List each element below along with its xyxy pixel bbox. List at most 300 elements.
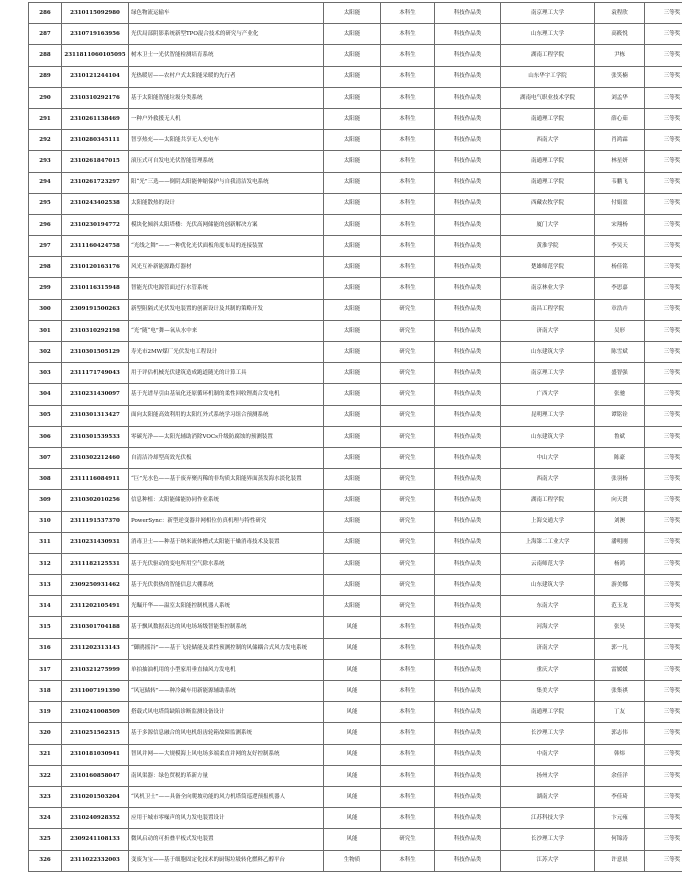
project-id-cell: 2311171749043	[62, 363, 129, 384]
row-number-cell: 305	[29, 405, 62, 426]
student-level-cell: 本科生	[381, 3, 435, 24]
awards-table-body	[29, 3, 682, 872]
energy-field-cell: 太阳能	[324, 299, 381, 320]
project-title-cell: 一种户外救援无人机	[129, 108, 324, 129]
energy-field-cell: 太阳能	[324, 87, 381, 108]
work-category-cell: 科技作品类	[435, 723, 501, 744]
row-number-cell: 300	[29, 299, 62, 320]
school-name-cell: 山东建筑大学	[501, 575, 595, 596]
row-number-cell: 296	[29, 214, 62, 235]
energy-field-cell: 太阳能	[324, 363, 381, 384]
award-level-cell: 三等奖	[645, 447, 682, 468]
energy-field-cell: 风能	[324, 638, 381, 659]
project-title-cell: 寿光市2MW煤厂光伏发电工程设计	[129, 342, 324, 363]
student-level-cell: 本科生	[381, 786, 435, 807]
school-name-cell: 南通理工学院	[501, 151, 595, 172]
energy-field-cell: 太阳能	[324, 342, 381, 363]
award-level-cell: 三等奖	[645, 45, 682, 66]
leader-name-cell: 潘明刚	[595, 532, 645, 553]
project-id-cell: 2310261723297	[62, 172, 129, 193]
school-name-cell: 西南大学	[501, 130, 595, 151]
project-title-cell: 零碳光净——太阳光辅助消除VOCs升级防腐蚀的预测装置	[129, 426, 324, 447]
energy-field-cell: 太阳能	[324, 553, 381, 574]
school-name-cell: 上海第二工业大学	[501, 532, 595, 553]
energy-field-cell: 太阳能	[324, 45, 381, 66]
energy-field-cell: 太阳能	[324, 532, 381, 553]
student-level-cell: 研究生	[381, 596, 435, 617]
award-level-cell: 三等奖	[645, 596, 682, 617]
table-row	[29, 236, 682, 257]
award-level-cell: 三等奖	[645, 151, 682, 172]
project-id-cell: 2310301505129	[62, 342, 129, 363]
row-number-cell: 314	[29, 596, 62, 617]
energy-field-cell: 生物质	[324, 850, 381, 871]
award-level-cell: 三等奖	[645, 786, 682, 807]
leader-name-cell: 雷媛媛	[595, 659, 645, 680]
table-row	[29, 744, 682, 765]
table-row	[29, 511, 682, 532]
project-id-cell: 2310120163176	[62, 257, 129, 278]
leader-name-cell: 余佳洋	[595, 765, 645, 786]
leader-name-cell: 许意晨	[595, 850, 645, 871]
award-level-cell: 三等奖	[645, 638, 682, 659]
school-name-cell: 湖南工程学院	[501, 45, 595, 66]
work-category-cell: 科技作品类	[435, 130, 501, 151]
school-name-cell: 山东建筑大学	[501, 342, 595, 363]
leader-name-cell: 吴形	[595, 320, 645, 341]
energy-field-cell: 太阳能	[324, 405, 381, 426]
table-row	[29, 342, 682, 363]
row-number-cell: 298	[29, 257, 62, 278]
leader-name-cell: 郭志伟	[595, 723, 645, 744]
award-level-cell: 三等奖	[645, 426, 682, 447]
student-level-cell: 本科生	[381, 617, 435, 638]
award-level-cell: 三等奖	[645, 681, 682, 702]
table-row	[29, 151, 682, 172]
work-category-cell: 科技作品类	[435, 490, 501, 511]
work-category-cell: 科技作品类	[435, 3, 501, 24]
row-number-cell: 316	[29, 638, 62, 659]
project-title-cell: 光伏局部阴影系统新型TPO混合技术的研究与产业化	[129, 24, 324, 45]
work-category-cell: 科技作品类	[435, 553, 501, 574]
table-row	[29, 172, 682, 193]
school-name-cell: 西藏农牧学院	[501, 193, 595, 214]
project-title-cell: 树木卫士一光伏智能检测培育系统	[129, 45, 324, 66]
student-level-cell: 本科生	[381, 214, 435, 235]
work-category-cell: 科技作品类	[435, 108, 501, 129]
work-category-cell: 科技作品类	[435, 808, 501, 829]
school-name-cell: 山东理工大学	[501, 24, 595, 45]
school-name-cell: 中南大学	[501, 744, 595, 765]
table-row	[29, 45, 682, 66]
school-name-cell: 南通理工学院	[501, 108, 595, 129]
leader-name-cell: 付娟盈	[595, 193, 645, 214]
leader-name-cell: 薛心茹	[595, 108, 645, 129]
award-level-cell: 三等奖	[645, 553, 682, 574]
energy-field-cell: 风能	[324, 808, 381, 829]
table-row	[29, 108, 682, 129]
award-level-cell: 三等奖	[645, 108, 682, 129]
project-title-cell: 变废为宝——基于细胞固定化技术的厨锡垃圾转化燃料乙醇平台	[129, 850, 324, 871]
project-title-cell: 基于光伏驱动的变电所用空气除水系统	[129, 553, 324, 574]
energy-field-cell: 太阳能	[324, 24, 381, 45]
row-number-cell: 286	[29, 3, 62, 24]
project-id-cell: 2310261138469	[62, 108, 129, 129]
work-category-cell: 科技作品类	[435, 681, 501, 702]
row-number-cell: 306	[29, 426, 62, 447]
work-category-cell: 科技作品类	[435, 172, 501, 193]
energy-field-cell: 太阳能	[324, 469, 381, 490]
row-number-cell: 308	[29, 469, 62, 490]
row-number-cell: 293	[29, 151, 62, 172]
work-category-cell: 科技作品类	[435, 363, 501, 384]
school-name-cell: 湖南电气职业技术学院	[501, 87, 595, 108]
leader-name-cell: 陈雪斌	[595, 342, 645, 363]
work-category-cell: 科技作品类	[435, 342, 501, 363]
student-level-cell: 本科生	[381, 108, 435, 129]
project-title-cell: 基于光谱导引由基氧化还原循环机制的柔性回收锂离合发电机	[129, 384, 324, 405]
leader-name-cell: 肖鸿霖	[595, 130, 645, 151]
table-row	[29, 24, 682, 45]
student-level-cell: 研究生	[381, 363, 435, 384]
award-level-cell: 三等奖	[645, 3, 682, 24]
student-level-cell: 本科生	[381, 744, 435, 765]
project-title-cell: 基于飘风数据表达的风电场场级智能集控制系统	[129, 617, 324, 638]
energy-field-cell: 太阳能	[324, 447, 381, 468]
work-category-cell: 科技作品类	[435, 638, 501, 659]
school-name-cell: 长沙理工大学	[501, 723, 595, 744]
student-level-cell: 研究生	[381, 490, 435, 511]
row-number-cell: 295	[29, 193, 62, 214]
row-number-cell: 320	[29, 723, 62, 744]
table-row	[29, 490, 682, 511]
project-id-cell: 2310230194772	[62, 214, 129, 235]
student-level-cell: 本科生	[381, 723, 435, 744]
school-name-cell: 西南大学	[501, 469, 595, 490]
school-name-cell: 湖南大学	[501, 786, 595, 807]
project-id-cell: 2310302212460	[62, 447, 129, 468]
table-row	[29, 596, 682, 617]
table-row	[29, 320, 682, 341]
project-id-cell: 2311202105491	[62, 596, 129, 617]
row-number-cell: 323	[29, 786, 62, 807]
project-id-cell: 2310181030941	[62, 744, 129, 765]
row-number-cell: 288	[29, 45, 62, 66]
row-number-cell: 301	[29, 320, 62, 341]
energy-field-cell: 太阳能	[324, 3, 381, 24]
student-level-cell: 研究生	[381, 469, 435, 490]
work-category-cell: 科技作品类	[435, 66, 501, 87]
leader-name-cell: 尹栋	[595, 45, 645, 66]
table-row	[29, 447, 682, 468]
work-category-cell: 科技作品类	[435, 829, 501, 850]
award-level-cell: 三等奖	[645, 278, 682, 299]
leader-name-cell: 林星妍	[595, 151, 645, 172]
table-row	[29, 257, 682, 278]
student-level-cell: 研究生	[381, 426, 435, 447]
table-row	[29, 214, 682, 235]
award-level-cell: 三等奖	[645, 829, 682, 850]
project-id-cell: 2309191500263	[62, 299, 129, 320]
student-level-cell: 研究生	[381, 320, 435, 341]
project-title-cell: “风机卫士”——具备全向爬坡功能的风力机塔筒巡逻预报机器人	[129, 786, 324, 807]
school-name-cell: 南京林业大学	[501, 278, 595, 299]
energy-field-cell: 太阳能	[324, 151, 381, 172]
work-category-cell: 科技作品类	[435, 469, 501, 490]
energy-field-cell: 太阳能	[324, 511, 381, 532]
energy-field-cell: 太阳能	[324, 108, 381, 129]
project-title-cell: “风冠储转”——种冷藏车用新能源辅助系统	[129, 681, 324, 702]
leader-name-cell: 袁程欣	[595, 3, 645, 24]
project-title-cell: “巨”光水色——基于废弃聚丙稀的非均质太阳能界面蒸发海水淡化装置	[129, 469, 324, 490]
project-title-cell: 智能光伏电源管面过行水管系统	[129, 278, 324, 299]
award-level-cell: 三等奖	[645, 342, 682, 363]
row-number-cell: 289	[29, 66, 62, 87]
energy-field-cell: 太阳能	[324, 320, 381, 341]
leader-name-cell: 向天贤	[595, 490, 645, 511]
leader-name-cell: 李吴天	[595, 236, 645, 257]
work-category-cell: 科技作品类	[435, 24, 501, 45]
work-category-cell: 科技作品类	[435, 87, 501, 108]
award-level-cell: 三等奖	[645, 765, 682, 786]
school-name-cell: 东南大学	[501, 596, 595, 617]
project-id-cell: 2310301313427	[62, 405, 129, 426]
leader-name-cell: 张笑楠	[595, 66, 645, 87]
award-level-cell: 三等奖	[645, 236, 682, 257]
project-id-cell: 2310310292176	[62, 87, 129, 108]
school-name-cell: 山东华宇工学院	[501, 66, 595, 87]
row-number-cell: 318	[29, 681, 62, 702]
energy-field-cell: 太阳能	[324, 66, 381, 87]
school-name-cell: 集美大学	[501, 681, 595, 702]
table-row	[29, 638, 682, 659]
school-name-cell: 山东建筑大学	[501, 426, 595, 447]
project-id-cell: 2310121244104	[62, 66, 129, 87]
leader-name-cell: 谭铭铨	[595, 405, 645, 426]
leader-name-cell: 刘澳	[595, 511, 645, 532]
project-title-cell: 太阳能散热的设计	[129, 193, 324, 214]
row-number-cell: 317	[29, 659, 62, 680]
student-level-cell: 本科生	[381, 236, 435, 257]
work-category-cell: 科技作品类	[435, 236, 501, 257]
student-level-cell: 本科生	[381, 87, 435, 108]
project-id-cell: 2310241008509	[62, 702, 129, 723]
award-level-cell: 三等奖	[645, 384, 682, 405]
student-level-cell: 本科生	[381, 193, 435, 214]
table-row	[29, 426, 682, 447]
leader-name-cell: 陈豪	[595, 447, 645, 468]
school-name-cell: 济南大学	[501, 320, 595, 341]
work-category-cell: 科技作品类	[435, 765, 501, 786]
leader-name-cell: 宋翔杨	[595, 214, 645, 235]
leader-name-cell: 章浩卉	[595, 299, 645, 320]
table-row	[29, 765, 682, 786]
row-number-cell: 325	[29, 829, 62, 850]
project-title-cell: 应用于城市零噪声的风力发电装置设计	[129, 808, 324, 829]
award-level-cell: 三等奖	[645, 490, 682, 511]
row-number-cell: 311	[29, 532, 62, 553]
leader-name-cell: 鲁斌	[595, 426, 645, 447]
work-category-cell: 科技作品类	[435, 151, 501, 172]
award-level-cell: 三等奖	[645, 405, 682, 426]
row-number-cell: 313	[29, 575, 62, 596]
project-title-cell: 新型阻隔式光伏发电装置的创新设计及其制的策略开发	[129, 299, 324, 320]
project-title-cell: 基于光伏供热的智能信息大棚系统	[129, 575, 324, 596]
energy-field-cell: 太阳能	[324, 490, 381, 511]
student-level-cell: 研究生	[381, 342, 435, 363]
project-title-cell: 面向太阳能高效利用的太阳红外式系统学习组合预测系统	[129, 405, 324, 426]
project-id-cell: 2310280345111	[62, 130, 129, 151]
row-number-cell: 299	[29, 278, 62, 299]
table-row	[29, 384, 682, 405]
work-category-cell: 科技作品类	[435, 532, 501, 553]
school-name-cell: 江苏大学	[501, 850, 595, 871]
school-name-cell: 昆明理工大学	[501, 405, 595, 426]
table-row	[29, 130, 682, 151]
row-number-cell: 287	[29, 24, 62, 45]
project-title-cell: 基于太阳能智能垃圾分类系统	[129, 87, 324, 108]
project-id-cell: 2309241108133	[62, 829, 129, 850]
row-number-cell: 312	[29, 553, 62, 574]
project-title-cell: 用于评估机械光伏建筑造成跑道随光的计算工具	[129, 363, 324, 384]
table-row	[29, 193, 682, 214]
work-category-cell: 科技作品类	[435, 702, 501, 723]
row-number-cell: 304	[29, 384, 62, 405]
row-number-cell: 294	[29, 172, 62, 193]
table-row	[29, 702, 682, 723]
project-id-cell: 2311191537370	[62, 511, 129, 532]
leader-name-cell: 李思嘉	[595, 278, 645, 299]
project-id-cell: 2310310292198	[62, 320, 129, 341]
student-level-cell: 研究生	[381, 532, 435, 553]
award-level-cell: 三等奖	[645, 575, 682, 596]
student-level-cell: 本科生	[381, 45, 435, 66]
project-id-cell: 2310301539533	[62, 426, 129, 447]
school-name-cell: 云南师范大学	[501, 553, 595, 574]
student-level-cell: 本科生	[381, 702, 435, 723]
table-row	[29, 469, 682, 490]
award-level-cell: 三等奖	[645, 808, 682, 829]
work-category-cell: 科技作品类	[435, 447, 501, 468]
student-level-cell: 研究生	[381, 299, 435, 320]
award-level-cell: 三等奖	[645, 702, 682, 723]
leader-name-cell: 张驰	[595, 384, 645, 405]
energy-field-cell: 风能	[324, 723, 381, 744]
energy-field-cell: 风能	[324, 786, 381, 807]
student-level-cell: 本科生	[381, 808, 435, 829]
energy-field-cell: 太阳能	[324, 575, 381, 596]
project-id-cell: 2311007191390	[62, 681, 129, 702]
student-level-cell: 本科生	[381, 172, 435, 193]
energy-field-cell: 太阳能	[324, 278, 381, 299]
project-id-cell: 2310116315948	[62, 278, 129, 299]
work-category-cell: 科技作品类	[435, 384, 501, 405]
row-number-cell: 324	[29, 808, 62, 829]
leader-name-cell: 杨鸿	[595, 553, 645, 574]
work-category-cell: 科技作品类	[435, 617, 501, 638]
row-number-cell: 302	[29, 342, 62, 363]
work-category-cell: 科技作品类	[435, 659, 501, 680]
project-title-cell: 阳“光”三选——倒阴太阳能伸缩保护与自我清洁发电系统	[129, 172, 324, 193]
award-level-cell: 三等奖	[645, 363, 682, 384]
project-id-cell: 2310240928352	[62, 808, 129, 829]
school-name-cell: 重庆大学	[501, 659, 595, 680]
school-name-cell: 南京理工大学	[501, 363, 595, 384]
energy-field-cell: 风能	[324, 659, 381, 680]
student-level-cell: 本科生	[381, 130, 435, 151]
table-row	[29, 66, 682, 87]
energy-field-cell: 太阳能	[324, 214, 381, 235]
row-number-cell: 315	[29, 617, 62, 638]
project-id-cell: 2311182125531	[62, 553, 129, 574]
work-category-cell: 科技作品类	[435, 45, 501, 66]
energy-field-cell: 太阳能	[324, 130, 381, 151]
award-level-cell: 三等奖	[645, 617, 682, 638]
school-name-cell: 湖南工程学院	[501, 490, 595, 511]
leader-name-cell: 韩炜	[595, 744, 645, 765]
school-name-cell: 上海交通大学	[501, 511, 595, 532]
project-title-cell: “光”随“电”舞—氧从水中来	[129, 320, 324, 341]
project-title-cell: 模块化倾斜太阳塔楼：光伏高网储能的创新解决方案	[129, 214, 324, 235]
project-title-cell: “御鸥摇谷”——基于飞轮储能及柔性预测控制的风储耦合式风力发电系统	[129, 638, 324, 659]
leader-name-cell: 韦鹏飞	[595, 172, 645, 193]
energy-field-cell: 太阳能	[324, 384, 381, 405]
project-title-cell: 消毒卫士——种基于纳米流体槽式太阳能干燥消毒技术及装置	[129, 532, 324, 553]
student-level-cell: 本科生	[381, 659, 435, 680]
student-level-cell: 研究生	[381, 384, 435, 405]
award-level-cell: 三等奖	[645, 257, 682, 278]
student-level-cell: 研究生	[381, 553, 435, 574]
leader-name-cell: 张羽杨	[595, 469, 645, 490]
table-row	[29, 617, 682, 638]
project-title-cell: 信息种植：太阳能储能协同作业系统	[129, 490, 324, 511]
award-level-cell: 三等奖	[645, 320, 682, 341]
project-title-cell: 搭载式风电塔筒缺陷诊断监测设备设计	[129, 702, 324, 723]
energy-field-cell: 风能	[324, 765, 381, 786]
school-name-cell: 广西大学	[501, 384, 595, 405]
award-level-cell: 三等奖	[645, 130, 682, 151]
project-title-cell: 单拍抽油机用的小型家用垂直轴风力发电机	[129, 659, 324, 680]
project-title-cell: 微风启动的可折叠平板式发电装置	[129, 829, 324, 850]
student-level-cell: 研究生	[381, 829, 435, 850]
project-title-cell: 滚压式可自发电光伏智能管理系统	[129, 151, 324, 172]
project-id-cell: 2310261847015	[62, 151, 129, 172]
row-number-cell: 307	[29, 447, 62, 468]
award-level-cell: 三等奖	[645, 87, 682, 108]
table-row	[29, 405, 682, 426]
work-category-cell: 科技作品类	[435, 193, 501, 214]
energy-field-cell: 风能	[324, 744, 381, 765]
table-row	[29, 850, 682, 871]
row-number-cell: 326	[29, 850, 62, 871]
table-row	[29, 786, 682, 807]
project-id-cell: 2310251562315	[62, 723, 129, 744]
award-level-cell: 三等奖	[645, 66, 682, 87]
student-level-cell: 本科生	[381, 681, 435, 702]
school-name-cell: 南京理工大学	[501, 3, 595, 24]
energy-field-cell: 风能	[324, 829, 381, 850]
school-name-cell: 南通理工学院	[501, 702, 595, 723]
energy-field-cell: 太阳能	[324, 596, 381, 617]
energy-field-cell: 太阳能	[324, 257, 381, 278]
leader-name-cell: 何锦涛	[595, 829, 645, 850]
row-number-cell: 291	[29, 108, 62, 129]
leader-name-cell: 杨佳铭	[595, 257, 645, 278]
project-title-cell: “光线之舞”——一种优化光伏面板角度布局的连接装置	[129, 236, 324, 257]
awards-table	[28, 2, 682, 872]
student-level-cell: 研究生	[381, 405, 435, 426]
project-title-cell: 光瞩开华——温室太阳能控制机器人系统	[129, 596, 324, 617]
